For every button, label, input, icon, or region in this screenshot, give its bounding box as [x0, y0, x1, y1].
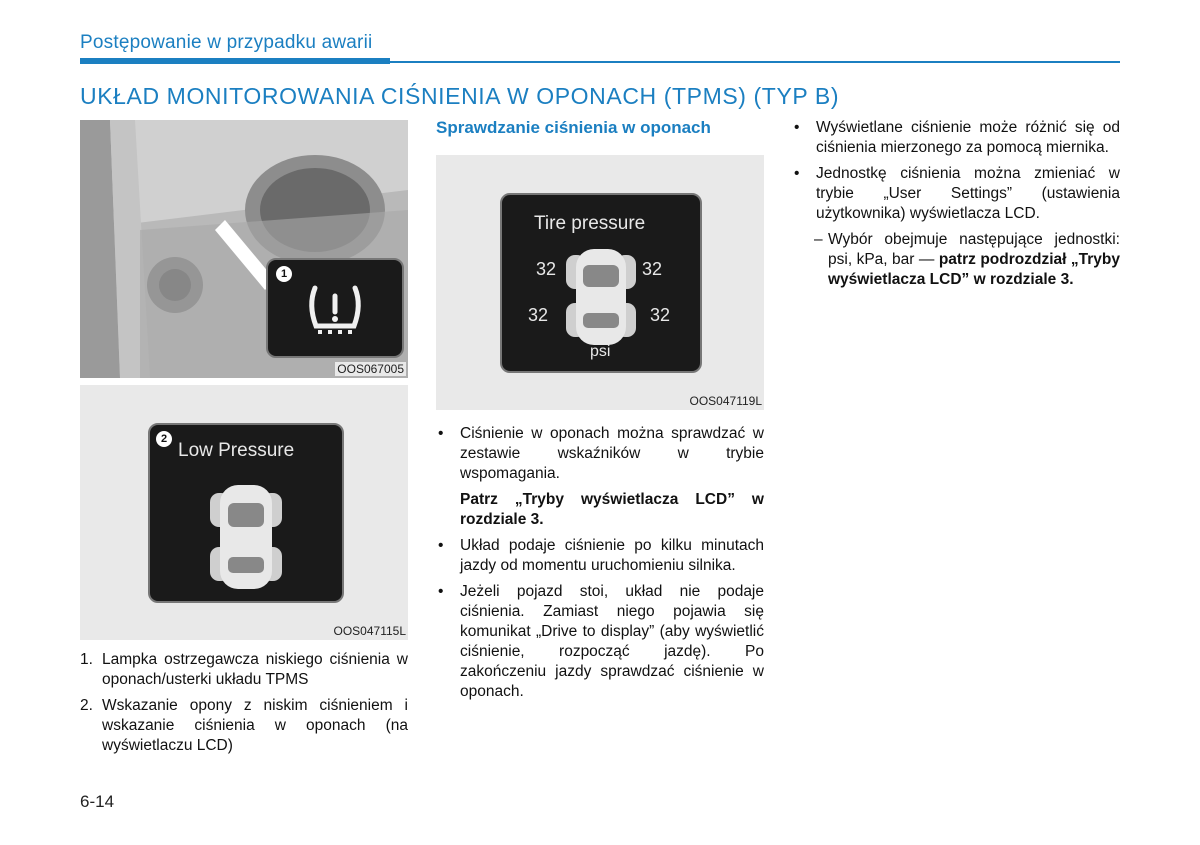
header-accent-bar [80, 58, 390, 64]
list-item [792, 164, 1120, 224]
section-header: Postępowanie w przypadku awarii [80, 32, 373, 53]
sub-list-item [792, 230, 1120, 290]
middle-bullet-list [436, 424, 764, 708]
list-item-text: Lampka ostrzegawcza niskiego ciśnienia w oponach/usterki układu TPMS [102, 651, 408, 688]
list-item-text: Ciśnienie w oponach można sprawdzać w zestawie wskaźników w trybie wspomagania. [460, 425, 764, 482]
figure-caption: OOS047115L [333, 624, 406, 638]
list-item [436, 424, 764, 484]
units-text: Wybór obejmuje następujące jednostki: psi, kPa, bar — [828, 231, 1120, 268]
list-item [436, 536, 764, 576]
figure-legend-list [80, 650, 408, 762]
list-item-number: 1. [80, 651, 93, 668]
callout-badge-2: 2 [156, 431, 172, 447]
bullet-icon: • [794, 119, 800, 136]
list-item-number: 2. [80, 697, 93, 714]
callout-badge-1: 1 [276, 266, 292, 282]
figure-caption: OOS067005 [337, 362, 404, 376]
list-item [80, 696, 408, 756]
list-item [436, 582, 764, 702]
tpms-warning-lamp-panel [266, 258, 404, 358]
low-pressure-screen [148, 423, 344, 603]
figure-caption: OOS047119L [689, 394, 762, 408]
low-pressure-figure [80, 385, 408, 640]
pressure-rear-right: 32 [650, 305, 671, 325]
bullet-icon: • [794, 165, 800, 182]
list-item-text: Jednostkę ciśnienia można zmieniać w trybie „User Settings” (ustawienia użytkownika) wyświetlacza LCD. [816, 165, 1120, 222]
list-item [792, 118, 1120, 158]
page-number: 6-14 [80, 792, 115, 811]
pressure-front-right: 32 [642, 259, 663, 279]
bullet-icon: • [438, 537, 444, 554]
sub-list-item-text [828, 230, 1120, 290]
page-title: UKŁAD MONITOROWANIA CIŚNIENIA W OPONACH (TPMS) (TYP B) [80, 83, 840, 109]
pressure-unit: psi [590, 343, 611, 360]
pressure-rear-left: 32 [528, 305, 549, 325]
list-item-text: Układ podaje ciśnienie po kilku minutach jazdy od momentu uruchomieniu silnika. [460, 537, 764, 574]
bullet-icon: • [438, 425, 444, 442]
subsection-heading: Sprawdzanie ciśnienia w oponach [436, 118, 711, 137]
car-top-view-icon [150, 425, 342, 601]
list-item-text: Jeżeli pojazd stoi, układ nie podaje ciśnienia. Zamiast niego pojawia się komunikat „Drive to display” (aby wyświetlić ciśnienie, rozpocząć jazdę). Po zakończeniu jazdy sprawdzać ciśnienie w oponach. [460, 583, 764, 700]
tire-pressure-title: Tire pressure [534, 213, 646, 234]
bullet-icon: • [438, 583, 444, 600]
tire-pressure-figure [436, 155, 764, 410]
dash-icon: – [814, 231, 823, 248]
list-item [80, 650, 408, 690]
right-bullet-list [792, 118, 1120, 290]
cross-reference-note: Patrz „Tryby wyświetlacza LCD” w rozdziale 3. [460, 491, 764, 528]
dashboard-photo-figure [80, 120, 408, 378]
units-cross-reference: patrz podrozdział „Tryby wyświetlacza LCD” w rozdziale 3. [828, 251, 1120, 288]
tpms-warning-icon [268, 260, 402, 356]
low-pressure-title: Low Pressure [178, 440, 295, 461]
pressure-front-left: 32 [536, 259, 557, 279]
list-item-text: Wyświetlane ciśnienie może różnić się od ciśnienia mierzonego za pomocą miernika. [816, 119, 1120, 156]
list-item-text: Wskazanie opony z niskim ciśnieniem i wskazanie ciśnienia w oponach (na wyświetlaczu LCD) [102, 697, 408, 754]
tire-pressure-screen [500, 193, 702, 373]
